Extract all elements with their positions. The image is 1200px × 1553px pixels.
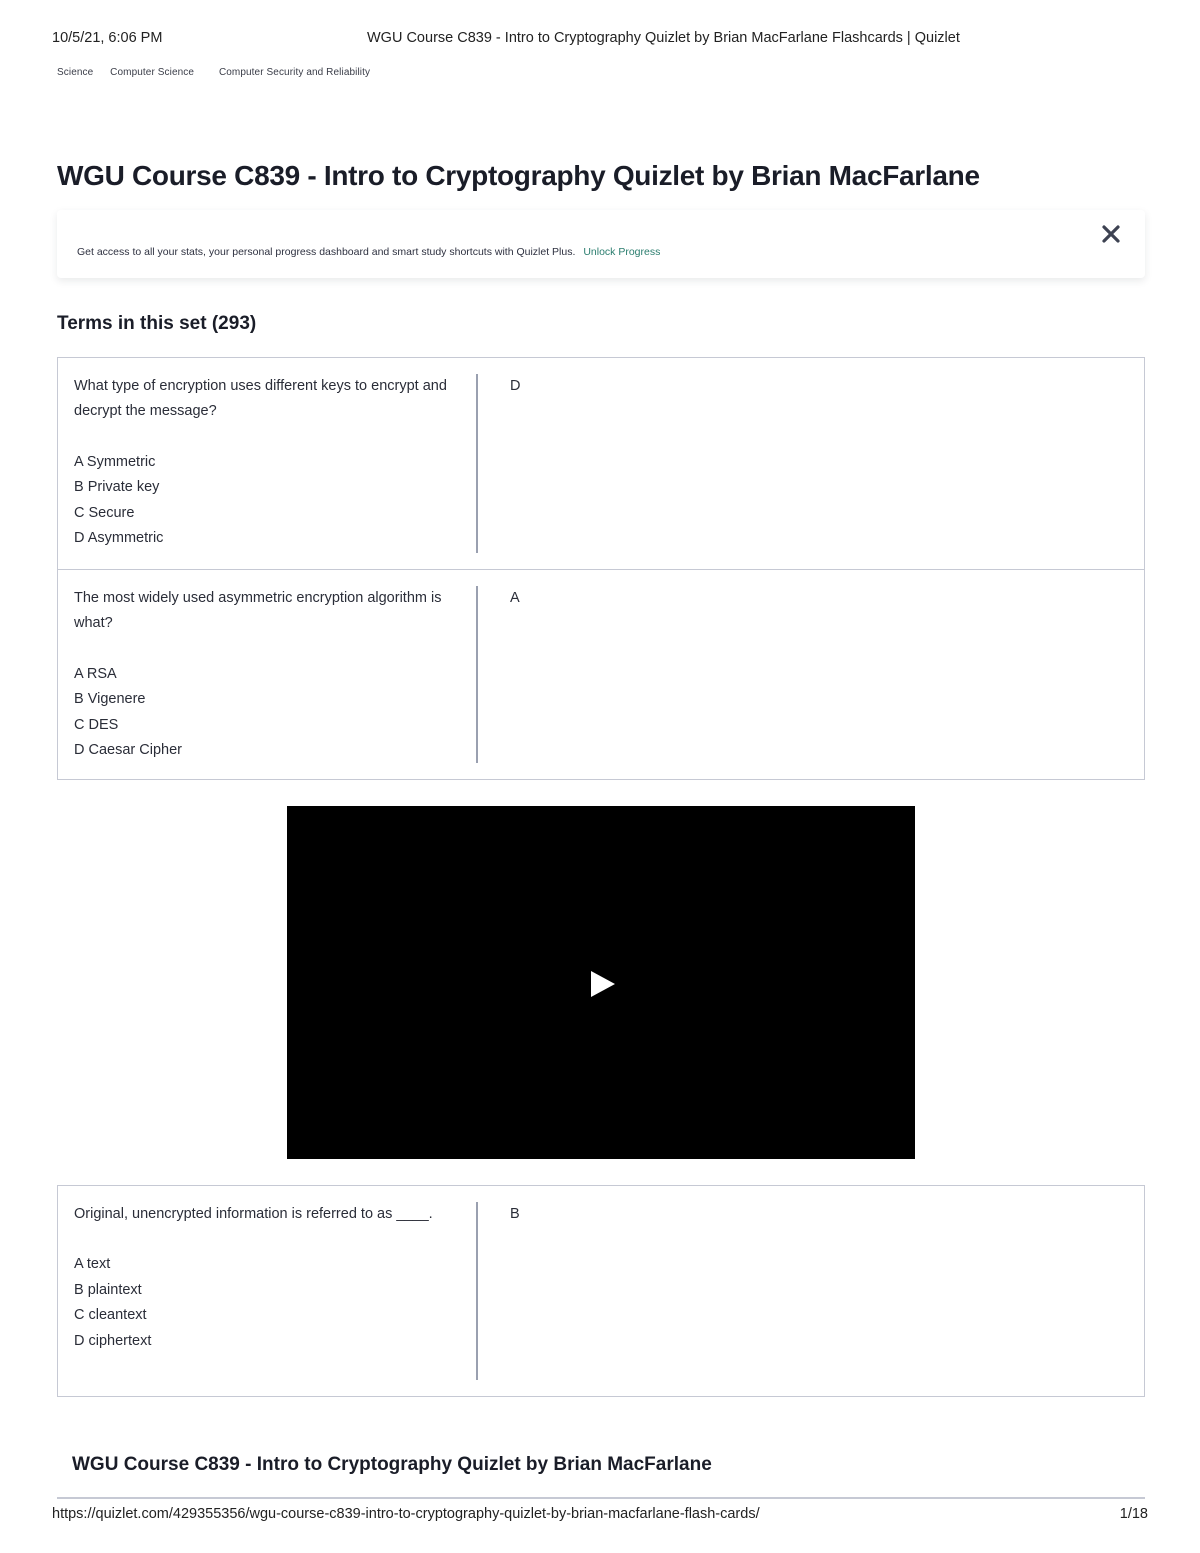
answer-option: B Private key [74,479,160,496]
card-divider [476,374,478,553]
term-question: The most widely used asymmetric encryption algorithm is what? [74,590,442,632]
video-player[interactable] [287,806,915,1159]
term-side [74,1202,454,1354]
page-url: https://quizlet.com/429355356/wgu-course-c839-intro-to-cryptography-quizlet-by-brian-macfarlane-flash-cards/ [52,1506,760,1522]
breadcrumb [57,67,384,78]
answer-options [74,450,454,552]
page-title: WGU Course C839 - Intro to Cryptography Quizlet by Brian MacFarlane [57,160,980,191]
answer-option: B Vigenere [74,691,146,708]
flashcard-list [57,1185,1145,1397]
card-divider [476,586,478,763]
set-title-footer: WGU Course C839 - Intro to Cryptography Quizlet by Brian MacFarlane [72,1454,712,1475]
unlock-progress-link[interactable]: Unlock Progress [583,246,661,258]
flashcard-row [58,1186,1144,1396]
definition-answer: A [510,590,520,606]
print-header [52,30,1148,50]
term-question: Original, unencrypted information is referred to as ____. [74,1206,433,1222]
definition-answer: D [510,378,521,394]
answer-option: B plaintext [74,1281,142,1298]
answer-option: C DES [74,716,119,733]
card-divider [476,1202,478,1380]
print-document-title: WGU Course C839 - Intro to Cryptography Quizlet by Brian MacFarlane Flashcards | Quizlet [367,30,960,46]
breadcrumb-item-computer-security[interactable]: Computer Security and Reliability [218,67,371,78]
answer-option: D Asymmetric [74,530,164,547]
play-icon[interactable] [589,969,617,999]
promo-message [77,246,660,258]
print-date: 10/5/21, 6:06 PM [52,30,163,46]
answer-option: C cleantext [74,1307,147,1324]
flashcard-row [58,569,1144,779]
close-icon[interactable] [1099,222,1123,246]
promo-banner [57,210,1145,278]
flashcard-row [58,358,1144,569]
breadcrumb-item-science[interactable]: Science [57,67,94,78]
answer-option: A Symmetric [74,453,156,470]
divider [57,1497,1145,1499]
answer-option: D ciphertext [74,1332,152,1349]
answer-options [74,1252,454,1354]
promo-text: Get access to all your stats, your personal progress dashboard and smart study shortcuts with Quizlet Plus. [77,246,576,258]
definition-answer: B [510,1206,520,1222]
breadcrumb-item-computer-science[interactable]: Computer Science [110,67,195,78]
term-side [74,586,454,763]
flashcard-list [57,357,1145,780]
term-question: What type of encryption uses different keys to encrypt and decrypt the message? [74,378,447,420]
answer-option: D Caesar Cipher [74,742,182,759]
answer-option: C Secure [74,504,135,521]
answer-option: A RSA [74,665,117,682]
answer-options [74,662,454,764]
terms-count-heading: Terms in this set (293) [57,313,257,334]
answer-option: A text [74,1256,111,1273]
page-number: 1/18 [1119,1506,1148,1522]
term-side [74,374,454,551]
